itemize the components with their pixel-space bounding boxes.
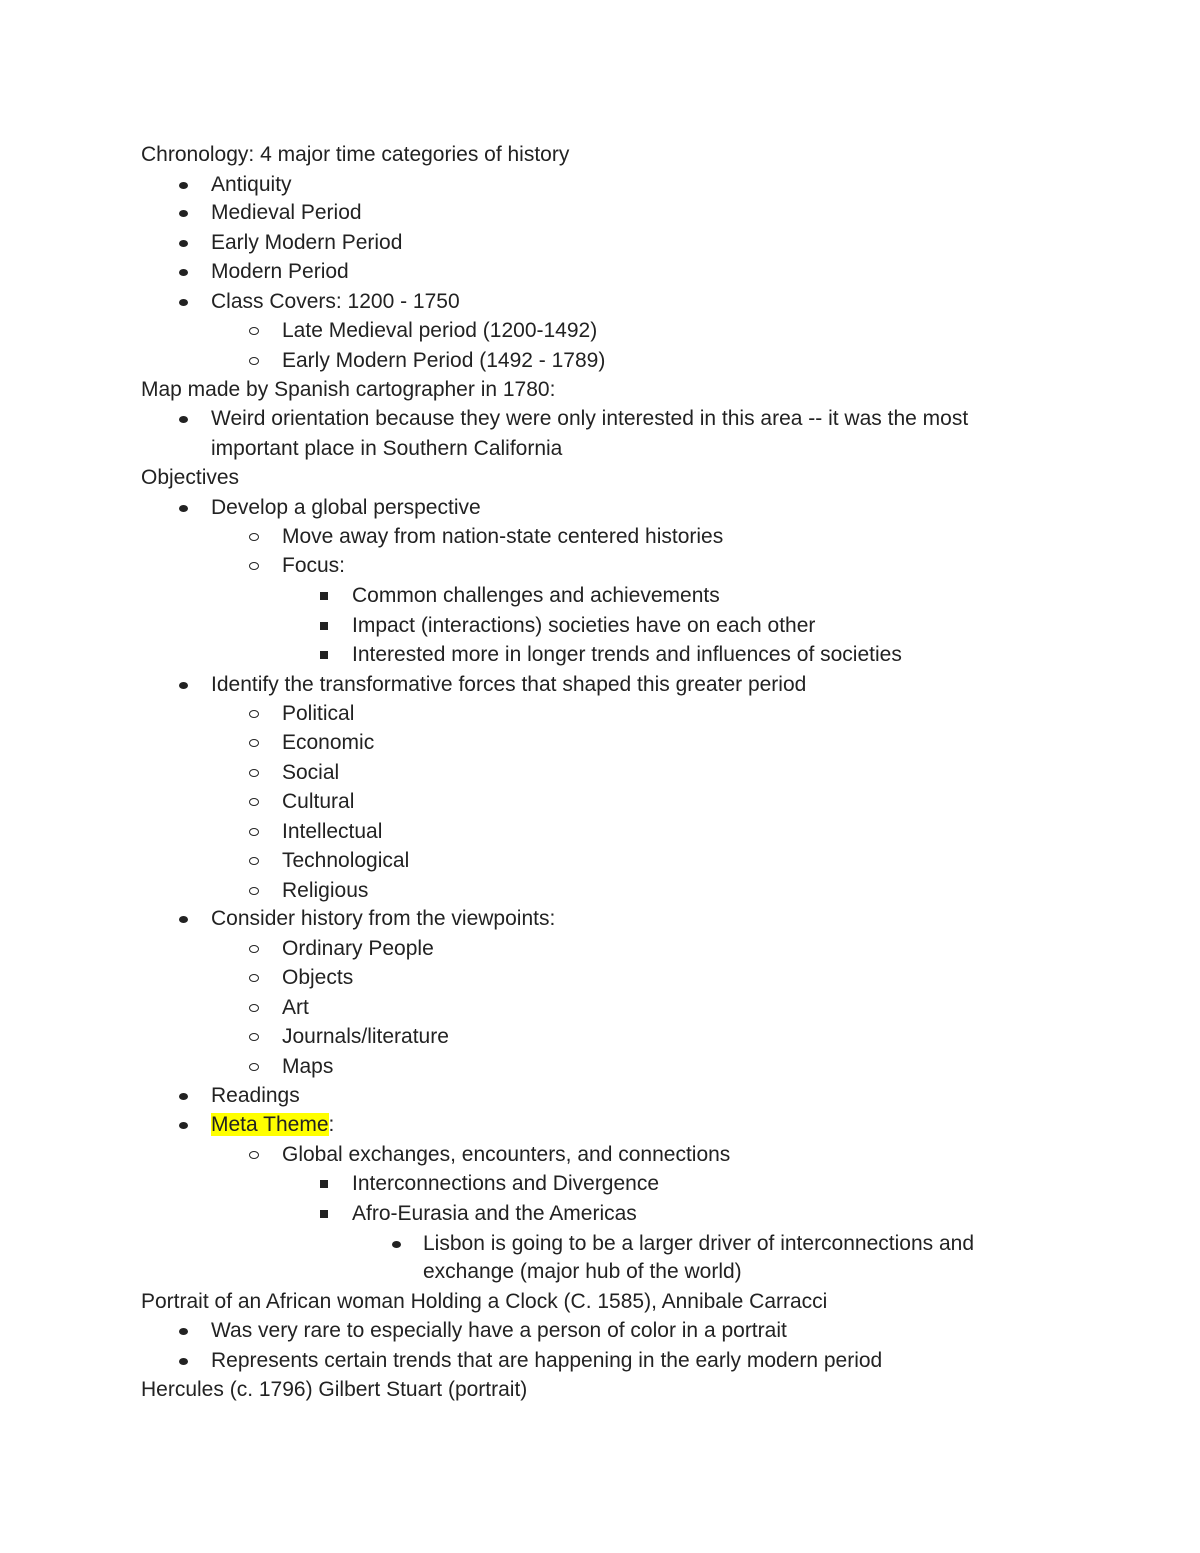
bullet-ring-icon: [234, 316, 274, 346]
bullet-dot-icon: [163, 1110, 203, 1140]
list-item: [282, 1022, 1162, 1052]
list-item-text: Economic: [282, 731, 375, 754]
list-item-text: Early Modern Period: [211, 231, 403, 254]
map-heading: Map made by Spanish cartographer in 1780:: [141, 378, 556, 401]
bullet-ring-icon: [234, 551, 274, 581]
list-item: [282, 963, 1162, 993]
list-item-text: Was very rare to especially have a person of color in a portrait: [211, 1319, 787, 1342]
bullet-square-icon: [304, 581, 344, 611]
bullet-ring-icon: [234, 522, 274, 552]
list-item: [211, 404, 1091, 434]
list-item-text: Impact (interactions) societies have on each other: [352, 614, 816, 637]
chronology-heading: Chronology: 4 major time categories of history: [141, 143, 570, 166]
list-item-text: Readings: [211, 1084, 300, 1107]
list-item: [352, 1169, 1200, 1199]
list-item-text: Interested more in longer trends and influences of societies: [352, 643, 902, 666]
bullet-dot-icon: [163, 1316, 203, 1346]
bullet-dot-icon: [163, 493, 203, 523]
bullet-ring-icon: [234, 758, 274, 788]
list-item: [282, 346, 1162, 376]
list-item-text: Represents certain trends that are happening in the early modern period: [211, 1349, 883, 1372]
list-item: [282, 993, 1162, 1023]
list-item: [352, 640, 1200, 670]
list-item-text: Intellectual: [282, 820, 383, 843]
bullet-ring-icon: [234, 934, 274, 964]
list-item-text: Modern Period: [211, 260, 349, 283]
list-item: [282, 758, 1162, 788]
list-item: [282, 817, 1162, 847]
list-item: [352, 581, 1200, 611]
list-item: [282, 316, 1162, 346]
list-item: [282, 876, 1162, 906]
bullet-square-icon: [304, 611, 344, 641]
list-item-text: Consider history from the viewpoints:: [211, 907, 556, 930]
bullet-ring-icon: [234, 1022, 274, 1052]
list-item-text: Afro-Eurasia and the Americas: [352, 1202, 637, 1225]
list-item: [211, 1346, 1091, 1376]
bullet-ring-icon: [234, 787, 274, 817]
bullet-dot-icon: [163, 170, 203, 200]
bullet-ring-icon: [234, 346, 274, 376]
bullet-ring-icon: [234, 817, 274, 847]
bullet-dot-icon: [163, 287, 203, 317]
bullet-dot-icon: [163, 198, 203, 228]
bullet-square-icon: [304, 1199, 344, 1229]
list-item: [211, 228, 1091, 258]
meta-theme-colon: :: [328, 1113, 335, 1136]
hercules-heading: Hercules (c. 1796) Gilbert Stuart (portrait): [141, 1378, 528, 1401]
list-item-text: Objects: [282, 966, 354, 989]
bullet-dot-icon: [163, 404, 203, 434]
list-item: [211, 904, 1091, 934]
list-item-text: Cultural: [282, 790, 355, 813]
bullet-dot-icon: [163, 1346, 203, 1376]
bullet-ring-icon: [234, 846, 274, 876]
list-item-text: Social: [282, 761, 340, 784]
list-item-text: Journals/literature: [282, 1025, 449, 1048]
list-item: [282, 846, 1162, 876]
list-item: [211, 1316, 1091, 1346]
list-item-text: Focus:: [282, 554, 346, 577]
bullet-dot-icon: [163, 1081, 203, 1111]
list-item-text: Late Medieval period (1200-1492): [282, 319, 598, 342]
bullet-square-icon: [304, 640, 344, 670]
bullet-ring-icon: [234, 876, 274, 906]
list-item-text: Religious: [282, 879, 369, 902]
list-item: [211, 670, 1091, 700]
portrait-heading: Portrait of an African woman Holding a Clock (C. 1585), Annibale Carracci: [141, 1290, 828, 1313]
list-item: [352, 1199, 1200, 1229]
list-item-text: Global exchanges, encounters, and connections: [282, 1143, 731, 1166]
bullet-ring-icon: [234, 993, 274, 1023]
list-item: [282, 522, 1162, 552]
list-item: [211, 287, 1091, 317]
bullet-dot-icon: [163, 670, 203, 700]
list-item-text: Class Covers: 1200 - 1750: [211, 290, 460, 313]
list-item: [282, 1052, 1162, 1082]
list-item: [282, 787, 1162, 817]
bullet-dot-icon: [163, 257, 203, 287]
bullet-ring-icon: [234, 963, 274, 993]
list-item: [211, 1110, 1091, 1140]
list-item-text: Develop a global perspective: [211, 496, 481, 519]
list-item-text: Lisbon is going to be a larger driver of interconnections and: [423, 1232, 975, 1255]
list-item: [211, 257, 1091, 287]
list-item-text: Political: [282, 702, 355, 725]
list-item-text: Common challenges and achievements: [352, 584, 720, 607]
list-item-text: Interconnections and Divergence: [352, 1172, 660, 1195]
list-item-text: Antiquity: [211, 173, 292, 196]
list-item: [211, 1081, 1091, 1111]
list-item: [211, 198, 1091, 228]
bullet-dot-icon: [376, 1229, 416, 1259]
list-item: [282, 934, 1162, 964]
bullet-ring-icon: [234, 699, 274, 729]
list-item: [423, 1229, 1200, 1259]
list-item-text: Move away from nation-state centered histories: [282, 525, 724, 548]
list-item: [211, 170, 1091, 200]
bullet-dot-icon: [163, 904, 203, 934]
list-item: [282, 728, 1162, 758]
list-item: [211, 493, 1091, 523]
list-item-text: Weird orientation because they were only interested in this area -- it was the most: [211, 407, 969, 430]
list-item-text: Art: [282, 996, 309, 1019]
objectives-heading: Objectives: [141, 466, 240, 489]
bullet-ring-icon: [234, 1140, 274, 1170]
list-item-text: Technological: [282, 849, 410, 872]
list-item-text: Maps: [282, 1055, 334, 1078]
bullet-square-icon: [304, 1169, 344, 1199]
list-item: [282, 1140, 1162, 1170]
bullet-ring-icon: [234, 1052, 274, 1082]
bullet-ring-icon: [234, 728, 274, 758]
list-item-text: Ordinary People: [282, 937, 434, 960]
list-item-text: Identify the transformative forces that shaped this greater period: [211, 673, 807, 696]
list-item: [282, 699, 1162, 729]
list-item-text: Early Modern Period (1492 - 1789): [282, 349, 606, 372]
list-item-continuation: important place in Southern California: [211, 437, 563, 460]
list-item: [352, 611, 1200, 641]
bullet-dot-icon: [163, 228, 203, 258]
list-item: [282, 551, 1162, 581]
list-item-text: Medieval Period: [211, 201, 362, 224]
list-item-continuation: exchange (major hub of the world): [423, 1260, 742, 1283]
meta-theme-highlight: Meta Theme: [211, 1113, 329, 1136]
